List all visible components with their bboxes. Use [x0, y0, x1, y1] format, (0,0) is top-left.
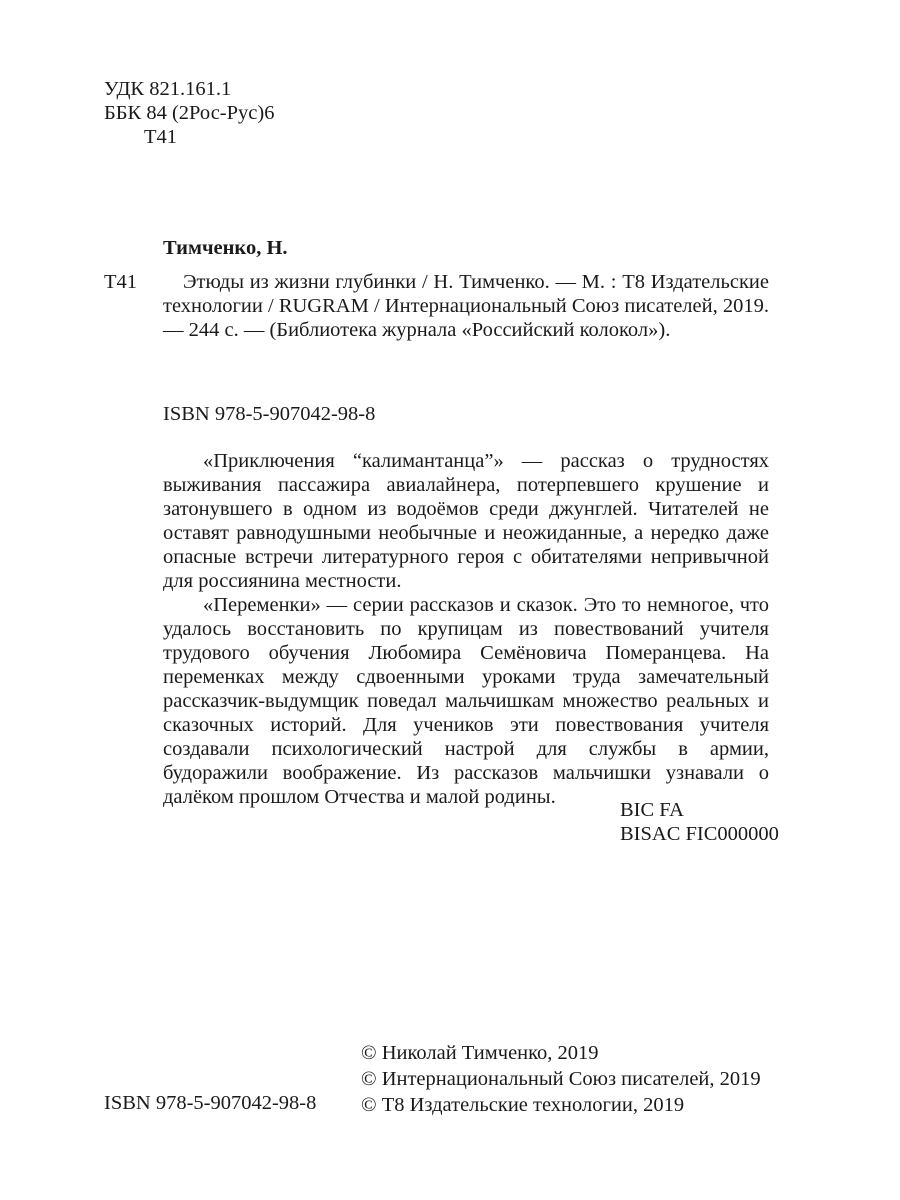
- bic-code: BIC FA: [620, 799, 684, 821]
- copyright-line: © Николай Тимченко, 2019: [361, 1042, 599, 1064]
- catalog-codes: [104, 77, 404, 149]
- annotation-paragraph: «Приключения “калимантанца”» — рассказ о трудностях выживания пассажира авиалайнера, потерпевшего крушение и затонувшего в одном из водоёмов среди джунглей. Читателей не оставят равнодушными необычные и неожиданные, а нередко даже опасные встречи литературного героя с обитателями непривычной для россиянина местности.: [163, 450, 769, 592]
- copyright-line: © Т8 Издательские технологии, 2019: [361, 1094, 685, 1116]
- copyright-block: [361, 1040, 761, 1118]
- bisac-code: BISAC FIC000000: [620, 823, 779, 845]
- cutter-code: Т41: [144, 126, 178, 148]
- bibliographic-description: Этюды из жизни глубинки / Н. Тимченко. — М. : Т8 Издательские технологии / RUGRAM / Интернациональный Союз писателей, 2019. — 244 с. — (Библиотека журнала «Российский колокол»).: [163, 271, 769, 341]
- bbk-code: ББК 84 (2Рос-Рус)6: [104, 102, 275, 124]
- annotation-paragraph: «Переменки» — серии рассказов и сказок. Это то немногое, что удалось восстановить по крупицам из повествований учителя трудового обучения Любомира Семёновича Померанцева. На переменках между сдвоенными уроками труда замечательный рассказчик-выдумщик поведал мальчишкам множество реальных и сказочных историй. Для учеников эти повествования учителя создавали психологический настрой для службы в армии, будоражили воображение. Из рассказов мальчишки узнавали о далёком прошлом Отчества и малой родины.: [163, 594, 769, 808]
- annotation: [163, 449, 769, 809]
- footer-isbn: ISBN 978-5-907042-98-8: [104, 1092, 317, 1114]
- copyright-line: © Интернациональный Союз писателей, 2019: [361, 1068, 761, 1090]
- record-isbn: ISBN 978-5-907042-98-8: [163, 403, 376, 425]
- classification-codes: [620, 798, 779, 846]
- record-cutter: Т41: [104, 271, 138, 293]
- udk-code: УДК 821.161.1: [104, 78, 232, 100]
- author-heading: Тимченко, Н.: [163, 237, 288, 259]
